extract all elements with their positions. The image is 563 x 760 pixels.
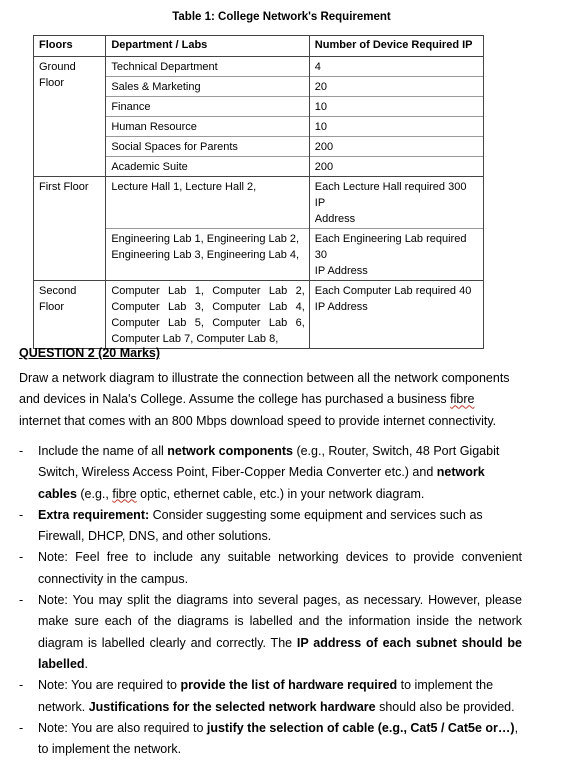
ip-required-cell: 20: [309, 77, 483, 97]
department-cell: Academic Suite: [106, 157, 309, 177]
department-cell: Technical Department: [106, 57, 309, 77]
dash-bullet: -: [19, 678, 24, 693]
ip-required-cell: 4: [309, 57, 483, 77]
ip-required-cell: 10: [309, 97, 483, 117]
ip-required-cell: Each Lecture Hall required 300 IP Address: [309, 177, 483, 229]
department-cell: Finance: [106, 97, 309, 117]
table-header-row: [34, 36, 484, 57]
question-heading: QUESTION 2 (20 Marks): [19, 346, 161, 360]
ip-required-cell: Each Engineering Lab required 30 IP Address: [309, 229, 483, 281]
table-row: [34, 281, 484, 349]
table-row: [34, 177, 484, 229]
department-cell: Engineering Lab 1, Engineering Lab 2, Engineering Lab 3, Engineering Lab 4,: [106, 229, 309, 281]
list-item: - Note: You are required to provide the list of hardware required to implement the network. Justifications for the selected network hardware should also be provided.: [19, 675, 522, 718]
spellcheck-word: fibre: [450, 392, 475, 407]
department-cell: Computer Lab 1, Computer Lab 2, Computer Lab 3, Computer Lab 4, Computer Lab 5, Computer Lab 6, Computer Lab 7, Computer Lab 8,: [106, 281, 309, 349]
department-cell: Social Spaces for Parents: [106, 137, 309, 157]
list-item: - Note: You may split the diagrams into several pages, as necessary. However, please make sure each of the diagrams is labelled and the information inside the network diagram is labelled clearly and correctly. The IP address of each subnet should be labelled.: [19, 590, 522, 675]
ip-required-cell: 10: [309, 117, 483, 137]
ip-required-cell: 200: [309, 137, 483, 157]
ip-required-cell: 200: [309, 157, 483, 177]
list-item: - Note: Feel free to include any suitable networking devices to provide convenient connectivity in the campus.: [19, 547, 522, 590]
list-item: - Include the name of all network components (e.g., Router, Switch, 48 Port Gigabit Switch, Wireless Access Point, Fiber-Copper Media Converter etc.) and network cables (e.g., fibre optic, ethernet cable, etc.) in your network diagram.: [19, 441, 522, 505]
question-intro: Draw a network diagram to illustrate the connection between all the network components and devices in Nala's College. Assume the college has purchased a business fibre internet that comes with an 800 Mbps download speed to provide internet connectivity.: [19, 371, 510, 428]
dash-bullet: -: [19, 593, 24, 608]
ip-required-cell: Each Computer Lab required 40 IP Address: [309, 281, 483, 349]
department-cell: Lecture Hall 1, Lecture Hall 2,: [106, 177, 309, 229]
list-item: - Extra requirement: Consider suggesting some equipment and services such as Firewall, DHCP, DNS, and other solutions.: [19, 505, 522, 548]
requirements-list: [19, 441, 522, 760]
list-item: - Note: You are also required to justify the selection of cable (e.g., Cat5 / Cat5e or…), to implement the network.: [19, 718, 522, 760]
spellcheck-word: fibre: [112, 486, 137, 501]
table-row: [34, 57, 484, 77]
table-title: Table 1: College Network's Requirement: [172, 11, 391, 23]
dash-bullet: -: [19, 720, 24, 735]
floor-first: First Floor: [34, 177, 106, 281]
department-cell: Sales & Marketing: [106, 77, 309, 97]
floor-ground: Ground Floor: [34, 57, 106, 177]
dash-bullet: -: [19, 444, 24, 458]
network-requirement-table: [33, 35, 484, 349]
department-cell: Human Resource: [106, 117, 309, 137]
header-department: Department / Labs: [106, 36, 309, 57]
dash-bullet: -: [19, 550, 24, 565]
header-floors: Floors: [34, 36, 106, 57]
dash-bullet: -: [19, 507, 24, 522]
floor-second: Second Floor: [34, 281, 106, 349]
header-device-ip: Number of Device Required IP: [309, 36, 483, 57]
